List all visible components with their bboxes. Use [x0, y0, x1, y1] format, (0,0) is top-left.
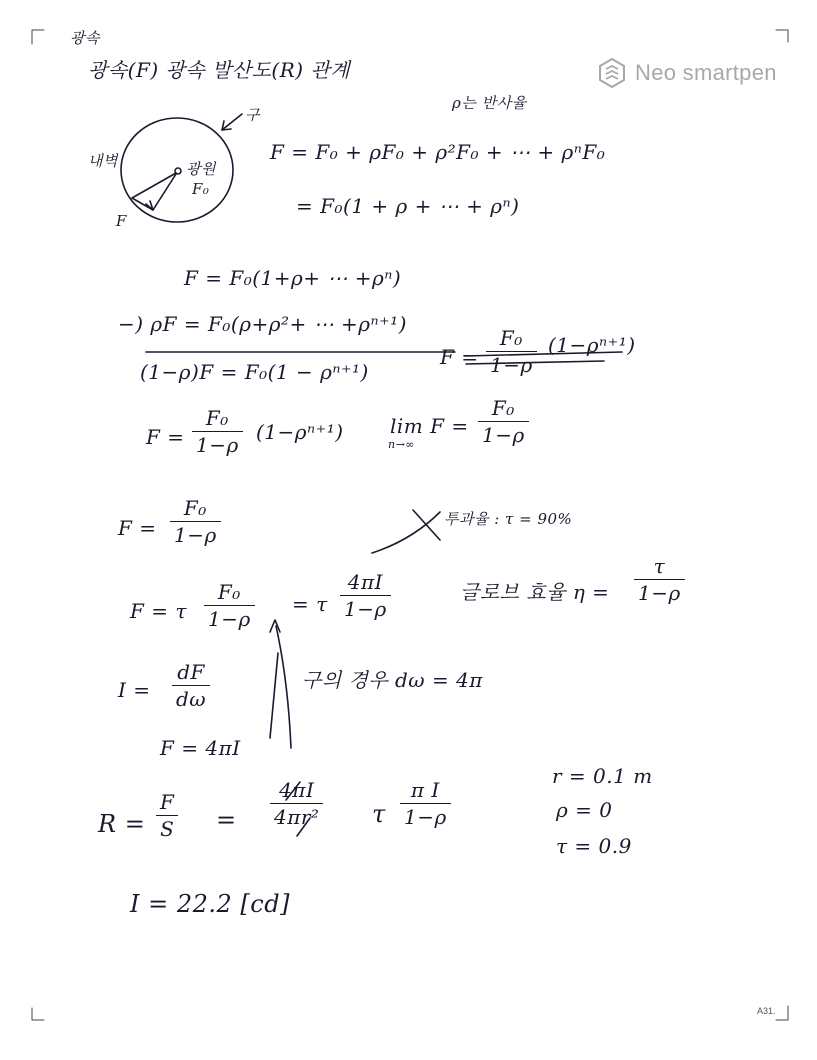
r-fraction-1-den: S [160, 817, 175, 841]
limit-subscript: n→∞ [388, 438, 415, 451]
corner-mark-top-left [32, 30, 44, 44]
transmit-curve-arrow [372, 512, 440, 553]
solid-angle-note: 구의 경우 dω = 4π [302, 668, 483, 692]
tau-fraction-2-bar [340, 595, 391, 596]
r-fraction-2 [270, 778, 323, 829]
tau-fraction [204, 580, 255, 631]
side-fraction [486, 326, 537, 377]
r-lhs: R = [98, 810, 146, 838]
efficiency-label: 글로브 효율 η = [460, 580, 610, 604]
neo-smartpen-logo-icon [597, 57, 627, 89]
intensity-lhs: I = [118, 678, 151, 702]
tau-eq2: = τ [292, 592, 328, 616]
corner-mark-bottom-right [776, 1006, 788, 1020]
reflect-flux-label: F [116, 212, 127, 230]
tau-fraction-2 [340, 570, 391, 621]
r-fraction-3-num: π I [410, 778, 440, 802]
side-fraction-bar [486, 351, 537, 352]
given-r: r = 0.1 m [552, 764, 653, 788]
efficiency-fraction-den: 1−ρ [638, 581, 681, 605]
sum-line-3: (1−ρ)F = F₀(1 − ρⁿ⁺¹) [140, 360, 369, 384]
r-fraction-2-den: 4πr² [274, 805, 320, 829]
side-fraction-num: F₀ [499, 326, 523, 350]
result-fraction [192, 406, 243, 457]
transmittance-note: 투과율 : τ = 90% [444, 510, 573, 528]
tau-fraction-2-num: 4πI [347, 570, 384, 594]
note-reflectance: ρ는 반사율 [452, 94, 527, 112]
r-fraction-3-bar [400, 803, 451, 804]
efficiency-fraction-num: τ [653, 554, 666, 578]
substitute-arrow [276, 626, 291, 748]
r-tau: τ [372, 800, 386, 828]
result-fraction-bar [192, 431, 243, 432]
limit-lhs: lim F = [390, 414, 469, 438]
result-lhs: F = [146, 425, 185, 449]
series-equation: F = F₀ + ρF₀ + ρ²F₀ + ⋯ + ρⁿF₀ [270, 140, 606, 164]
sphere-circle [121, 118, 233, 222]
page-subtitle: 광속(F) 광속 발산도(R) 관계 [88, 58, 351, 82]
intensity-fraction-bar [172, 685, 210, 686]
final-fraction-num: F₀ [183, 496, 207, 520]
tau-fraction-2-den: 1−ρ [344, 597, 387, 621]
series-factored: = F₀(1 + ρ + ⋯ + ρⁿ) [296, 194, 520, 218]
sphere-label: 구 [245, 106, 260, 124]
brand-name: Neo smartpen [635, 60, 777, 85]
r-equals: = [216, 806, 237, 834]
given-rho: ρ = 0 [556, 798, 613, 822]
corner-mark-bottom-left [32, 1008, 44, 1020]
r-fraction-2-num: 4πI [279, 778, 315, 802]
r-fraction-1-bar [156, 815, 178, 816]
tau-lhs: F = τ [130, 599, 187, 623]
intensity-fraction-num: dF [177, 660, 205, 684]
corner-mark-top-right [776, 30, 788, 42]
result-fraction-den: 1−ρ [196, 433, 239, 457]
brand-logo [597, 56, 777, 90]
limit-fraction-den: 1−ρ [482, 423, 525, 447]
given-tau: τ = 0.9 [556, 834, 632, 858]
page-number: A31. [757, 1006, 776, 1016]
r-fraction-3-den: 1−ρ [404, 805, 447, 829]
r-fraction-1-num: F [160, 790, 175, 814]
side-fraction-den: 1−ρ [490, 353, 533, 377]
vertical-divider [270, 653, 278, 738]
inner-wall-label: 내벽 [88, 152, 118, 170]
final-lhs: F = [118, 516, 157, 540]
side-tail: (1−ρⁿ⁺¹) [548, 333, 636, 357]
substitute-arrowhead [270, 620, 280, 632]
sum-line-1: F = F₀(1+ρ+ ⋯ +ρⁿ) [184, 266, 402, 290]
final-fraction-bar [170, 521, 221, 522]
limit-fraction-bar [478, 421, 529, 422]
tau-fraction-num: F₀ [217, 580, 241, 604]
transmit-cross-line [413, 510, 440, 540]
sum-line-2: −) ρF = F₀(ρ+ρ²+ ⋯ +ρⁿ⁺¹) [118, 312, 407, 336]
limit-fraction-num: F₀ [491, 396, 515, 420]
intensity-fraction-den: dω [176, 687, 207, 711]
source-label: 광원 [186, 160, 216, 178]
r-fraction-3 [400, 778, 451, 829]
tau-fraction-den: 1−ρ [208, 607, 251, 631]
efficiency-fraction [634, 554, 685, 605]
source-flux-label: F₀ [192, 180, 210, 198]
result-tail: (1−ρⁿ⁺¹) [256, 420, 344, 444]
efficiency-fraction-bar [634, 579, 685, 580]
page-title: 광속 [70, 29, 100, 47]
final-fraction [170, 496, 221, 547]
r-fraction-1 [156, 790, 178, 841]
final-fraction-den: 1−ρ [174, 523, 217, 547]
intensity-fraction [172, 660, 210, 711]
side-lhs: F = [440, 345, 479, 369]
sphere-pointer-arrow [222, 114, 242, 130]
flux-relation: F = 4πI [160, 736, 241, 760]
tau-fraction-bar [204, 605, 255, 606]
result-fraction-num: F₀ [205, 406, 229, 430]
limit-fraction [478, 396, 529, 447]
final-answer: I = 22.2 [cd] [130, 890, 290, 918]
r-fraction-2-bar [270, 803, 323, 804]
